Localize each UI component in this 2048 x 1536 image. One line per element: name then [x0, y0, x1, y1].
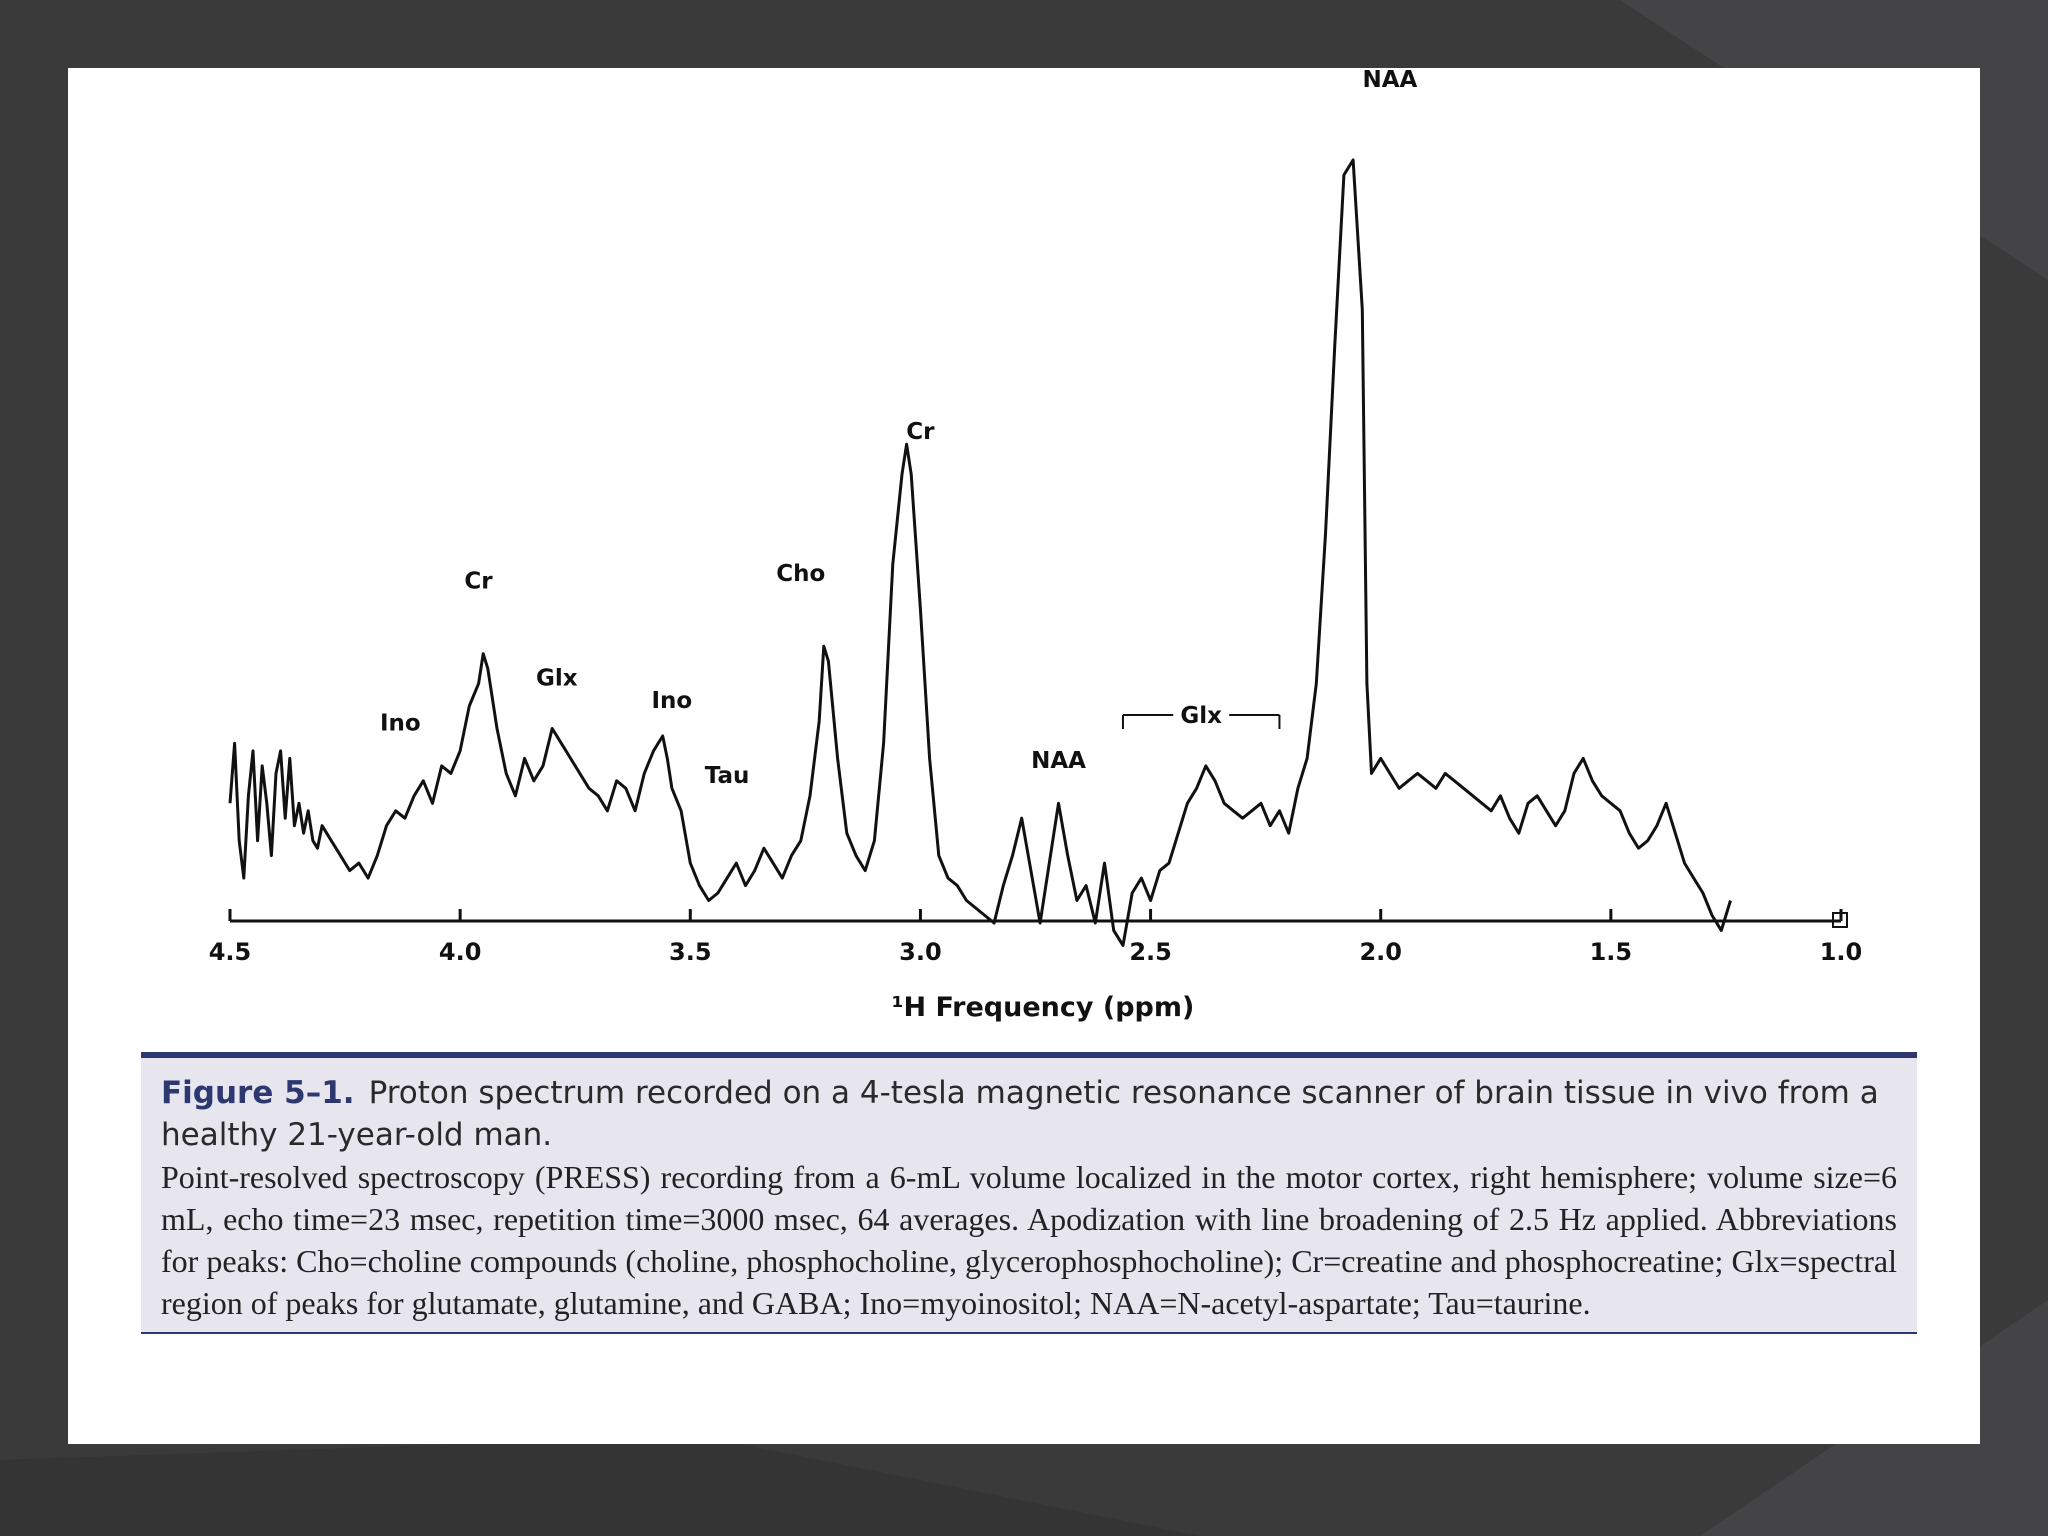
- x-tick-label: 1.5: [1589, 938, 1633, 966]
- caption-heading: Figure 5–1.: [161, 1075, 355, 1111]
- x-axis: [209, 909, 1863, 966]
- peak-label: Tau: [704, 762, 750, 789]
- peak-label: Ino: [651, 688, 693, 715]
- peak-label: NAA: [1362, 68, 1418, 94]
- peak-label: Glx: [535, 665, 578, 692]
- x-tick-label: 4.5: [208, 938, 252, 966]
- spectrum-trace: [230, 160, 1731, 945]
- x-tick-label: 1.0: [1819, 938, 1863, 966]
- caption-line1: [161, 1072, 1897, 1156]
- caption-body: Point-resolved spectroscopy (PRESS) recording from a 6-mL volume localized in the motor cortex, right hemisphere; volume size=6 mL, echo time=23 msec, repetition time=3000 msec, 64 averages. Apodization with line broadening of 2.5 Hz applied. Abbreviations for peaks: Cho=choline compounds (choline, phosphocholine, glycerophosphocholine); Cr=creatine and phosphocreatine; Glx=spectral region of peaks for glutamate, glutamine, and GABA; Ino=myoinositol; NAA=N-acetyl-aspartate; Tau=taurine.: [161, 1159, 1897, 1321]
- peak-label: Ino: [379, 710, 421, 737]
- peak-label: Cr: [906, 418, 935, 445]
- x-tick-label: 2.0: [1359, 938, 1402, 966]
- peak-labels: [380, 68, 1418, 789]
- peak-label: Glx: [1180, 703, 1223, 729]
- x-tick-label: 4.0: [438, 938, 482, 966]
- x-axis-title: ¹H Frequency (ppm): [891, 992, 1195, 1023]
- figure-caption: [141, 1052, 1917, 1334]
- x-tick-label: 3.0: [899, 938, 942, 966]
- peak-label: NAA: [1031, 747, 1086, 774]
- x-tick-label: 2.5: [1129, 938, 1172, 966]
- caption-intro: Proton spectrum recorded on a 4-tesla magnetic resonance scanner of brain tissue in vivo from a healthy 21-year-old man.: [161, 1075, 1879, 1153]
- peak-label: Cr: [464, 568, 493, 595]
- figure-panel: [68, 68, 1980, 1444]
- x-tick-label: 3.5: [669, 938, 712, 966]
- spectrum-line: [230, 160, 1731, 945]
- peak-label: Cho: [776, 560, 826, 587]
